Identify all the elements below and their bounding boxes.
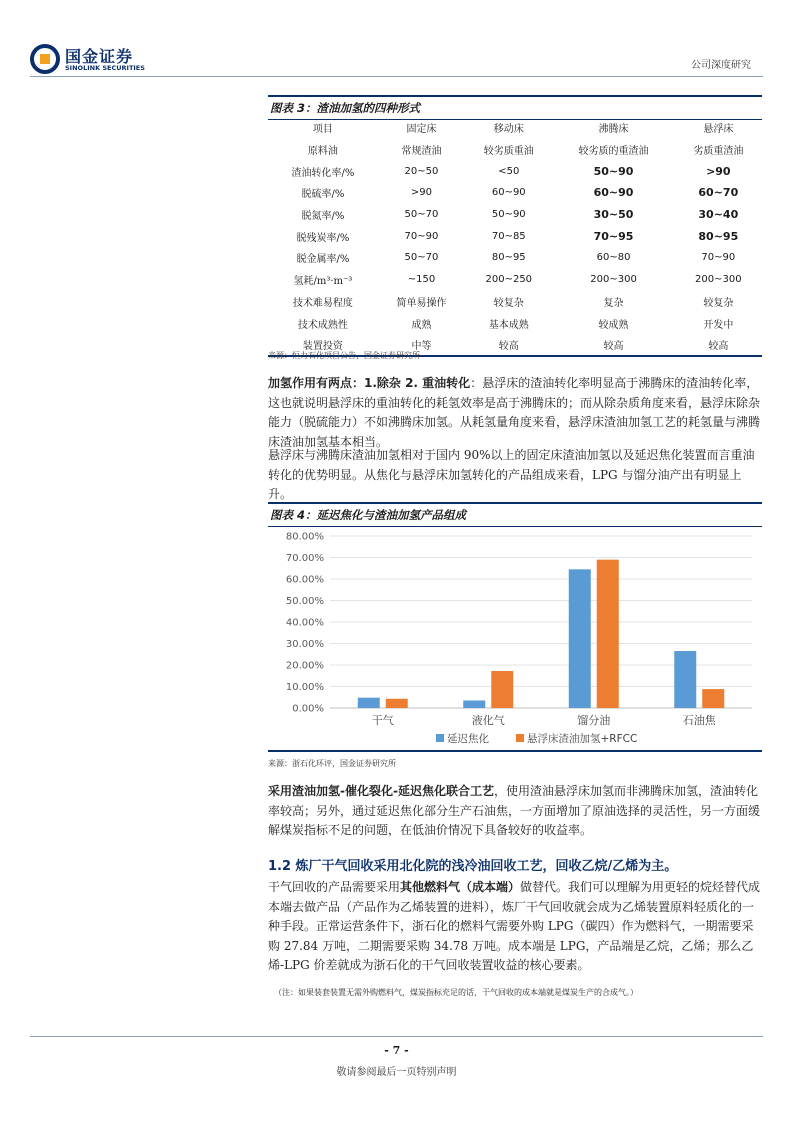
- table-cell: 中等: [378, 334, 465, 356]
- paragraph-combined-process: [268, 782, 762, 841]
- table-row: [268, 204, 762, 226]
- x-tick-label: 馏分油: [577, 714, 611, 727]
- row-label: 脱氮率/%: [301, 211, 345, 223]
- y-tick-label: 80.00%: [285, 531, 324, 543]
- paragraph-body: ，使用渣油悬浮床加氢而非沸腾床加氢，渣油转化率较高；另外，通过延迟焦化部分生产石油焦，一方面增加了原油选择的灵活性，另一方面缓解煤炭指标不足的问题，在低油价情况下具备较好的收益率。: [268, 784, 761, 837]
- figure4-source: 来源：浙石化环评，国金证券研究所: [268, 759, 396, 768]
- paragraph-body: ：悬浮床的渣油转化率明显高于沸腾床的渣油转化率，这也就说明悬浮床的重油转化的耗氢效率是高于沸腾床的；而从除杂质角度来看，悬浮床除杂能力（脱硫能力）不如沸腾床加氢。从耗氢量角度来看，悬浮床渣油加氢工艺的耗氢量与沸腾床渣油加氢基本相当。: [268, 376, 761, 449]
- table-cell: >90: [410, 187, 432, 199]
- table-header: 沸腾床: [598, 124, 629, 136]
- legend-swatch: [516, 734, 524, 742]
- figure3-title: 图表 3：渣油加氢的四种形式: [268, 95, 762, 120]
- table-cell: ~150: [407, 274, 436, 286]
- footnote: （注：如果装套装置无需外购燃料气，煤炭指标充足的话，干气回收的成本端就是煤炭生产的合成气。）: [274, 988, 638, 997]
- row-label: 渣油转化率/%: [291, 167, 355, 179]
- doc-type: 公司深度研究: [691, 60, 751, 71]
- table-cell: 较成熟: [598, 319, 629, 331]
- y-tick-label: 70.00%: [285, 553, 324, 564]
- bar-chart-svg: [268, 524, 762, 752]
- legend-label: 悬浮床渣油加氢+RFCC: [527, 733, 638, 745]
- x-tick-label: 液化气: [471, 714, 505, 727]
- table-cell: 50~90: [593, 164, 634, 178]
- bar-slurry-hydro: [386, 699, 408, 708]
- table-header-row: [268, 117, 762, 139]
- table-cell: 开发中: [703, 319, 734, 331]
- table-cell: 70~85: [491, 230, 526, 242]
- table-cell: 20~50: [404, 165, 439, 177]
- table-row: [268, 139, 762, 161]
- table-row: [268, 182, 762, 204]
- footer-divider: [30, 1036, 763, 1037]
- row-label: 装置投资: [268, 334, 378, 356]
- table-cell: 60~70: [698, 186, 739, 200]
- figure3-source: 来源：恒力石化项目公告，国金证券研究所: [268, 351, 420, 360]
- table-cell: 60~90: [491, 187, 526, 199]
- table-header: 移动床: [493, 124, 524, 136]
- page-header: [0, 0, 793, 80]
- table-cell: 50~70: [404, 209, 439, 221]
- table-cell: 30~40: [698, 208, 739, 222]
- table-cell: 基本成熟: [488, 319, 529, 331]
- figure4-title: 图表 4：延迟焦化与渣油加氢产品组成: [268, 502, 762, 527]
- paragraph-lead: 加氢作用有两点：1.除杂 2. 重油转化: [268, 376, 471, 390]
- table-cell: 成熟: [411, 319, 432, 331]
- sinolink-logo-icon: [30, 44, 60, 74]
- table-cell: 70~95: [593, 229, 634, 243]
- row-label: 技术成熟性: [297, 319, 348, 331]
- table-cell: 较高: [552, 334, 674, 356]
- table-row: [268, 160, 762, 182]
- row-label: 技术难易程度: [292, 297, 353, 309]
- bar-delayed-coking: [569, 569, 591, 708]
- table-cell: <50: [498, 165, 520, 177]
- table-cell: 较劣质的重渣油: [578, 146, 649, 158]
- paragraph-lead: 采用渣油加氢-催化裂化-延迟焦化联合工艺: [268, 784, 494, 798]
- logo-name-cn: 国金证券: [65, 47, 134, 66]
- table-cell: 80~95: [491, 252, 526, 264]
- y-tick-label: 0.00%: [292, 703, 324, 715]
- table-cell: 200~300: [590, 274, 637, 286]
- logo-name-en: SINOLINK SECURITIES: [65, 64, 145, 72]
- row-label: 原料油: [307, 146, 338, 158]
- table-row: [268, 247, 762, 269]
- reactor-comparison-table: [268, 117, 762, 357]
- table-row: [268, 269, 762, 291]
- table-cell: 60~90: [593, 186, 634, 200]
- table-cell: 较高: [675, 334, 762, 356]
- table-cell: 复杂: [603, 297, 624, 309]
- bar-delayed-coking: [463, 700, 485, 708]
- row-label: 脱硫率/%: [301, 189, 345, 201]
- table-cell: 70~90: [701, 252, 736, 264]
- row-label: 脱残炭率/%: [296, 232, 350, 244]
- section-title: 1.2 炼厂干气回收采用北化院的浅冷油回收工艺，回收乙烷/乙烯为主。: [268, 859, 678, 874]
- y-tick-label: 10.00%: [285, 682, 324, 693]
- table-cell: 常规渣油: [401, 146, 442, 158]
- table-cell: 较复杂: [703, 297, 734, 309]
- paragraph-body: 做替代。我们可以理解为用更轻的烷烃替代成本端去做产品（产品作为乙烯装置的进料），炼厂干气回收就会成为乙烯装置原料轻质化的一种手段。正常运营条件下，浙石化的燃料气需要外购 LPG（碳四）作为燃料气，一期需要采购 27.84 万吨，二期需要采购 34.78 万吨。成本端是 LPG，产品端是乙烷，乙烯；那么乙烯-LPG 价差就成为浙石化的干气回收装置收益的核心要素。: [268, 880, 761, 972]
- table-cell: 劣质重渣油: [693, 146, 744, 158]
- table-cell: 80~95: [698, 229, 739, 243]
- y-tick-label: 20.00%: [285, 660, 324, 672]
- table-cell: 简单易操作: [396, 297, 447, 309]
- table-header: 项目: [312, 124, 333, 136]
- row-label: 氢耗/m³·m⁻³: [293, 276, 353, 288]
- paragraph-pre: 干气回收的产品需要采用: [268, 880, 401, 894]
- y-tick-label: 60.00%: [285, 574, 324, 586]
- y-tick-label: 30.00%: [285, 639, 324, 650]
- table-row: [268, 225, 762, 247]
- legend-swatch: [436, 734, 444, 742]
- disclaimer: 敬请参阅最后一页特别声明: [336, 1067, 457, 1078]
- table-header: 悬浮床: [703, 124, 734, 136]
- table-cell: 200~250: [485, 274, 533, 286]
- table-cell: 30~50: [593, 208, 634, 222]
- table-row: [268, 291, 762, 313]
- table-cell: 较劣质重油: [483, 146, 534, 158]
- table-cell: >90: [706, 164, 731, 178]
- bar-delayed-coking: [358, 698, 380, 708]
- paragraph-hydrogenation: [268, 374, 762, 452]
- table-cell: 200~300: [695, 274, 742, 286]
- table-cell: 较高: [465, 334, 552, 356]
- product-composition-chart: [268, 524, 762, 752]
- row-label: 脱金属率/%: [296, 254, 350, 266]
- table-cell: 60~80: [596, 252, 631, 264]
- table-cell: 较复杂: [493, 297, 524, 309]
- legend-label: 延迟焦化: [447, 733, 489, 745]
- bar-slurry-hydro: [491, 671, 513, 708]
- x-tick-label: 干气: [371, 714, 394, 727]
- table-row: [268, 312, 762, 334]
- header-divider: [30, 76, 763, 77]
- x-tick-label: 石油焦: [682, 714, 716, 727]
- table-cell: 70~90: [404, 230, 439, 242]
- page-number: - 7 -: [384, 1044, 409, 1057]
- y-tick-label: 50.00%: [285, 596, 324, 607]
- table-header: 固定床: [406, 124, 437, 136]
- table-cell: 50~90: [491, 209, 526, 221]
- table-cell: 50~70: [404, 252, 439, 264]
- bar-delayed-coking: [674, 651, 696, 708]
- y-tick-label: 40.00%: [285, 617, 324, 629]
- paragraph-dry-gas: [268, 878, 762, 976]
- paragraph-bold: 其他燃料气（成本端）: [400, 880, 521, 894]
- paragraph-conversion: 悬浮床与沸腾床渣油加氢相对于国内 90%以上的固定床渣油加氢以及延迟焦化装置而言重油转化的优势明显。从焦化与悬浮床加氢转化的产品组成来看，LPG 与馏分油产出有明显上升。: [268, 448, 755, 501]
- bar-slurry-hydro: [702, 689, 724, 708]
- bar-slurry-hydro: [597, 560, 619, 708]
